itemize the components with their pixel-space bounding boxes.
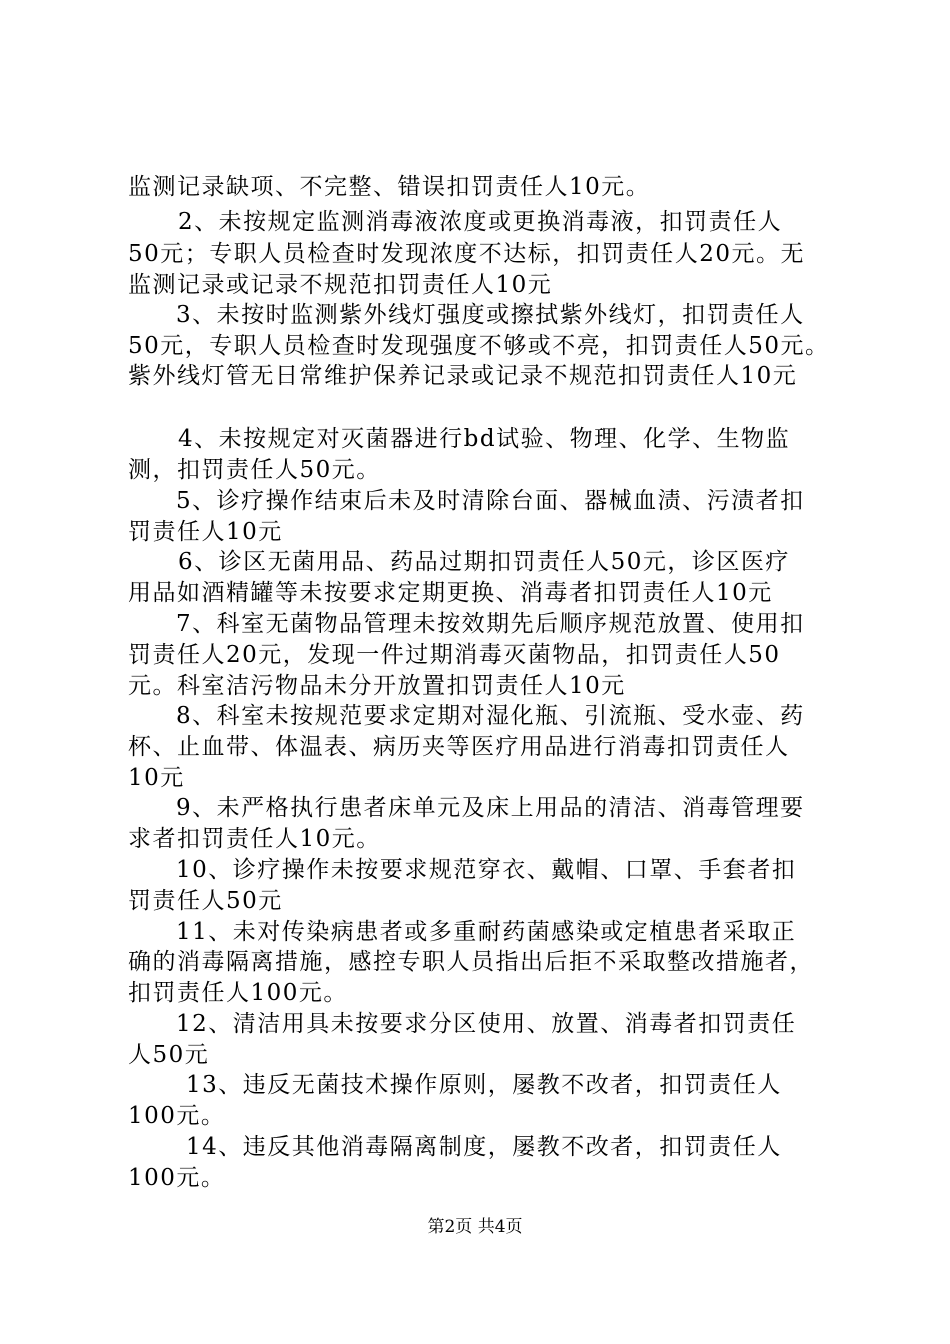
- text-line: 测，扣罚责任人50元。: [128, 457, 381, 483]
- text-line: 监测记录或记录不规范扣罚责任人10元: [128, 272, 553, 298]
- text-line: 13、违反无菌技术操作原则，屡教不改者，扣罚责任人: [186, 1072, 782, 1098]
- text-line: 确的消毒隔离措施，感控专职人员指出后拒不采取整改措施者，: [128, 949, 814, 975]
- text-line: 2、未按规定监测消毒液浓度或更换消毒液，扣罚责任人: [178, 209, 783, 235]
- text-line: 罚责任人10元: [128, 519, 283, 545]
- text-line: 4、未按规定对灭菌器进行bd试验、物理、化学、生物监: [178, 426, 791, 452]
- page-number-footer: [0, 1215, 950, 1239]
- text-line: 50元；专职人员检查时发现浓度不达标，扣罚责任人20元。无: [128, 241, 806, 267]
- text-line: 14、违反其他消毒隔离制度，屡教不改者，扣罚责任人: [186, 1134, 782, 1160]
- text-line: 罚责任人50元: [128, 888, 283, 914]
- text-line: 9、未严格执行患者床单元及床上用品的清洁、消毒管理要: [176, 795, 805, 821]
- text-line: 用品如酒精罐等未按要求定期更换、消毒者扣罚责任人10元: [128, 580, 773, 606]
- text-line: 罚责任人20元，发现一件过期消毒灭菌物品，扣罚责任人50: [128, 642, 781, 668]
- text-line: 100元。: [128, 1165, 226, 1191]
- text-line: 50元，专职人员检查时发现强度不够或不亮，扣罚责任人50元。: [128, 333, 830, 359]
- text-line: 7、科室无菌物品管理未按效期先后顺序规范放置、使用扣: [176, 611, 805, 637]
- text-line: 扣罚责任人100元。: [128, 980, 348, 1006]
- text-line: 8、科室未按规范要求定期对湿化瓶、引流瓶、受水壶、药: [176, 703, 805, 729]
- text-line: 紫外线灯管无日常维护保养记录或记录不规范扣罚责任人10元: [128, 363, 798, 389]
- text-line: 100元。: [128, 1103, 226, 1129]
- text-line: 杯、止血带、体温表、病历夹等医疗用品进行消毒扣罚责任人: [128, 734, 790, 760]
- text-line: 10元: [128, 765, 185, 791]
- text-line: 求者扣罚责任人10元。: [128, 826, 381, 852]
- text-line: 人50元: [128, 1042, 210, 1068]
- text-line: 10、诊疗操作未按要求规范穿衣、戴帽、口罩、手套者扣: [176, 857, 797, 883]
- text-line: 11、未对传染病患者或多重耐药菌感染或定植患者采取正: [176, 919, 797, 945]
- text-line: 3、未按时监测紫外线灯强度或擦拭紫外线灯，扣罚责任人: [176, 302, 805, 328]
- text-line: 元。科室洁污物品未分开放置扣罚责任人10元: [128, 673, 626, 699]
- page-number-label: 第2页 共4页: [427, 1217, 523, 1237]
- text-line: 6、诊区无菌用品、药品过期扣罚责任人50元，诊区医疗: [178, 549, 790, 575]
- text-line: 12、清洁用具未按要求分区使用、放置、消毒者扣罚责任: [176, 1011, 797, 1037]
- text-line: 监测记录缺项、不完整、错误扣罚责任人10元。: [128, 174, 651, 200]
- text-line: 5、诊疗操作结束后未及时清除台面、器械血渍、污渍者扣: [176, 488, 805, 514]
